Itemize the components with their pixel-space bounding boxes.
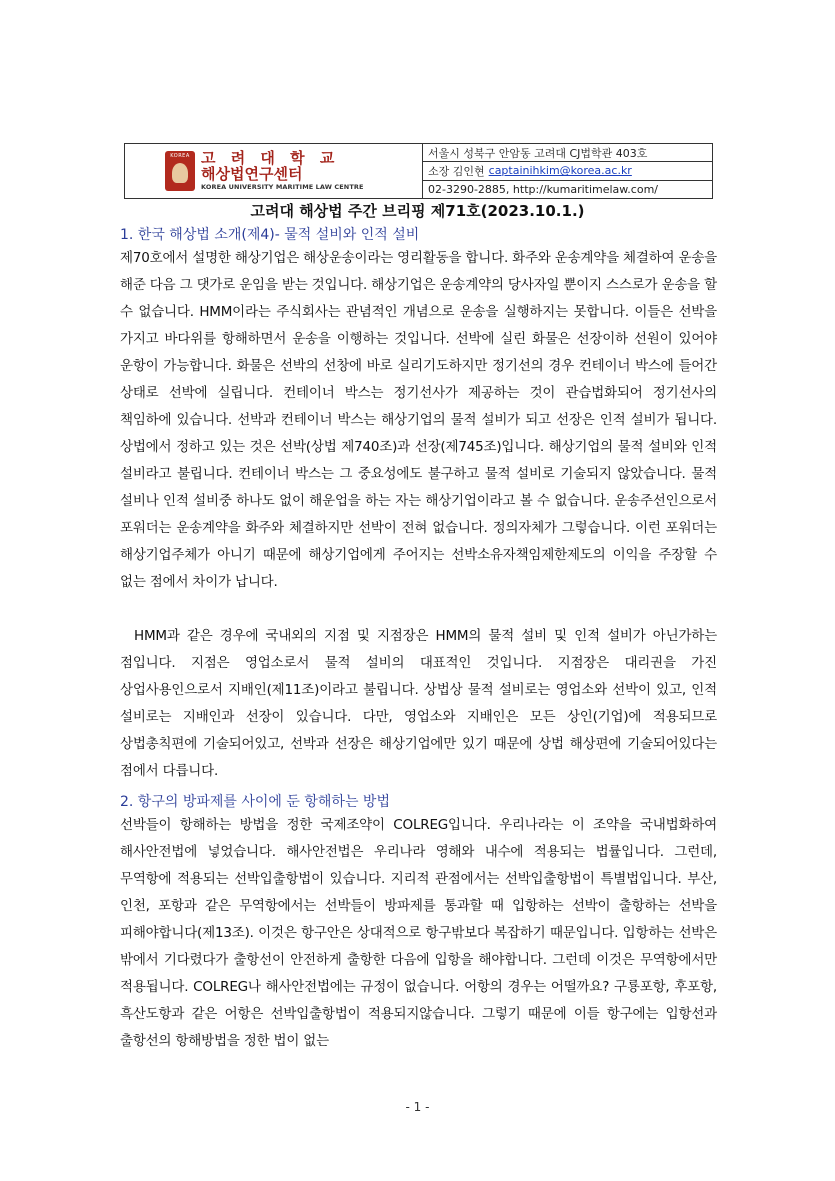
section-1-title: 1. 한국 해상법 소개(제4)- 물적 설비와 인적 설비 xyxy=(120,227,420,243)
logo-center-name: 해상법연구센터 xyxy=(201,164,303,183)
section-1-paragraph-1: 제70호에서 설명한 해상기업은 해상운송이라는 영리활동을 합니다. 화주와 운송계약을 체결하여 운송을 해준 다음 그 댓가로 운임을 받는 것입니다. 해상기업은 운송계약의 당사자일 뿐이지 스스로가 운송을 할 수 없습니다. HMM이라는 주식회사는 관념적인 개념으로 운송을 실행하지는 못합니다. 이들은 선박을 가지고 바다위를 항해하면서 운송을 이행하는 것입니다. 선박에 실린 화물은 선장이하 선원이 있어야 운항이 가능합니다. 화물은 선박의 선창에 바로 실리기도하지만 정기선의 경우 컨테이너 박스에 들어간 상태로 선박에 실립니다. 컨테이너 박스는 정기선사가 제공하는 것이 관습법화되어 정기선사의 책임하에 있습니다. 선박과 컨테이너 박스는 해상기업의 물적 설비가 되고 선장은 인적 설비가 됩니다. 상법에서 정하고 있는 것은 선박(상법 제740조)과 선장(제745조)입니다. 해상기업의 물적 설비와 인적 설비라고 불립니다. 컨테이너 박스는 그 중요성에도 불구하고 물적 설비로 기술되지 않았습니다. 물적 설비나 인적 설비중 하나도 없이 해운업을 하는 자는 해상기업이라고 볼 수 없습니다. 운송주선인으로서 포워더는 운송계약을 화주와 체결하지만 선박이 전혀 없습니다. 정의자체가 그렇습니다. 이런 포워더는 해상기업주체가 아니기 때문에 해상기업에게 주어지는 선박소유자책임제한제도의 이익을 주장할 수 없는 점에서 차이가 납니다. xyxy=(120,250,718,590)
contact-info xyxy=(423,144,712,198)
logo-area xyxy=(125,144,423,198)
emblem-text: KOREA xyxy=(170,153,190,159)
section-2-paragraph-1: 선박들이 항해하는 방법을 정한 국제조약이 COLREG입니다. 우리나라는 이 조약을 국내법화하여 해사안전법에 넣었습니다. 해사안전법은 우리나라 영해와 내수에 적용되는 법률입니다. 그런데, 무역항에 적용되는 선박입출항법이 있습니다. 지리적 관점에서는 선박입출항법이 특별법입니다. 부산, 인천, 포항과 같은 무역항에서는 선박들이 방파제를 통과할 때 입항하는 선박이 출항하는 선박을 피해야합니다(제13조). 이것은 항구안은 상대적으로 항구밖보다 복잡하기 때문입니다. 입항하는 선박은 밖에서 기다렸다가 출항선이 안전하게 출항한 다음에 입항을 해야합니다. 그런데 이것은 무역항에서만 적용됩니다. COLREG나 해사안전법에는 규정이 없습니다. 어항의 경우는 어떨까요? 구룡포항, 후포항, 흑산도항과 같은 어항은 선박입출항법이 적용되지않습니다. 그렇기 때문에 이들 항구에는 입항선과 출항선의 항해방법을 정한 법이 없는 xyxy=(120,817,717,1049)
section-2-title: 2. 항구의 방파제를 사이에 둔 항해하는 방법 xyxy=(120,794,390,810)
logo-text xyxy=(201,148,364,192)
document-title: 고려대 해상법 주간 브리핑 제71호(2023.10.1.) xyxy=(250,202,585,220)
contact-line: 02-3290-2885, http://kumaritimelaw.com/ xyxy=(428,182,658,196)
director-label: 소장 김인현 xyxy=(428,164,485,178)
letterhead xyxy=(124,143,713,199)
address-line: 서울시 성북구 안암동 고려대 CJ법학관 403호 xyxy=(423,144,712,162)
logo-university-name: 고 려 대 학 교 xyxy=(201,148,340,167)
director-line xyxy=(423,162,712,180)
university-emblem-icon xyxy=(165,151,195,191)
logo-english-name: KOREA UNIVERSITY MARITIME LAW CENTRE xyxy=(201,183,364,192)
section-1-paragraph-2: HMM과 같은 경우에 국내외의 지점 및 지점장은 HMM의 물적 설비 및 인적 설비가 아닌가하는 점입니다. 지점은 영업소로서 물적 설비의 대표적인 것입니다. 지점장은 대리권을 가진 상업사용인으로서 지배인(제11조)이라고 불립니다. 상법상 물적 설비로는 영업소와 선박이 있고, 인적 설비로는 지배인과 선장이 있습니다. 다만, 영업소와 지배인은 모든 상인(기업)에 적용되므로 상법총칙편에 기술되어있고, 선박과 선장은 해상기업에만 있기 때문에 상법 해상편에 기술되어있다는 점에서 다릅니다. xyxy=(120,628,717,779)
page-number: - 1 - xyxy=(405,1100,430,1114)
email-link[interactable]: captainihkim@korea.ac.kr xyxy=(488,164,632,178)
